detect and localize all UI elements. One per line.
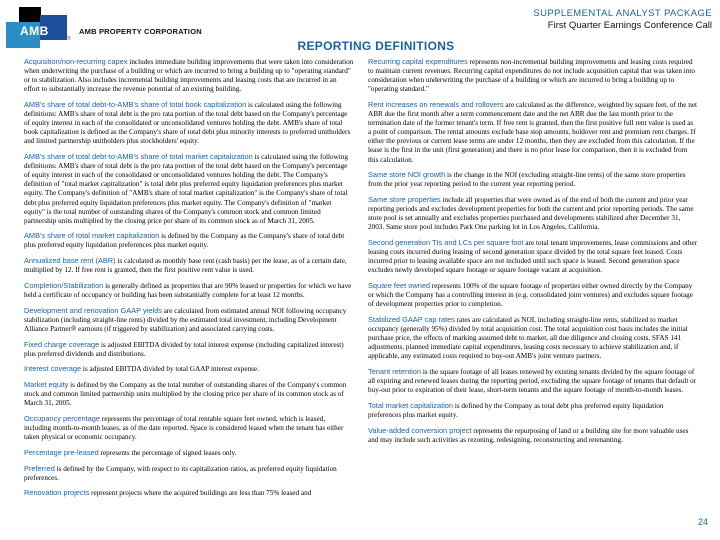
- definition-entry: [24, 306, 354, 334]
- definition-text: is defined by the Company as the total number of outstanding shares of the Company's common stock and common limited partnership units multiplied by the closing price per share of its common stock as of March 31, 2005.: [24, 381, 347, 408]
- definition-text: represents non-incremental building improvements and leasing costs required to maintain current revenues. Recurring capital expenditures do not include acquisition capital that was taken into consideration when underwriting the purchase of a building or which are incurred to bring a building up to "operating standard.": [368, 58, 695, 94]
- definition-term: Market equity: [24, 380, 69, 390]
- definition-entry: [368, 170, 698, 189]
- definition-entry: [368, 238, 698, 275]
- definition-entry: [24, 281, 354, 300]
- definition-entry: [24, 57, 354, 94]
- definition-text: is defined by the Company, with respect to its capitalization ratios, as preferred equity liquidation preferences.: [24, 464, 337, 482]
- definition-term: Annualized base rent (ABR): [24, 256, 116, 266]
- definition-entry: [24, 448, 354, 458]
- definition-entry: [24, 340, 354, 359]
- definition-entry: [24, 488, 354, 498]
- definition-entry: [24, 152, 354, 226]
- definition-text: is adjusted EBITDA divided by total interest expense (including capitalized interest) plus preferred dividends and distributions.: [24, 340, 344, 358]
- package-title: SUPPLEMENTAL ANALYST PACKAGE: [533, 8, 712, 19]
- definition-text: is generally defined as properties that are 90% leased or properties for which we have held a certificate of occupancy or building has been substantially complete for at least 12 months.: [24, 281, 352, 300]
- definition-entry: [24, 364, 354, 374]
- definition-entry: [368, 281, 698, 309]
- definition-text: is the change in the NOI (excluding straight-line rents) of the same store properties from the prior year reporting period to the current year reporting period.: [368, 171, 686, 189]
- definition-entry: [368, 426, 698, 445]
- package-header: [533, 8, 712, 31]
- definition-text: rates are calculated as NOI, including straight-line rents, stabilized to market occupancy (generally 95%) divided by total acquisition cost. The total acquisition cost basis includes the initial purchase price, the effects of marking assumed debt to market, all due diligence and closing costs, SFAS 141 adjustments, planned immediate capital expenditures, leasing costs necessary to achieve stabilization and, if applicable, any estimated costs required to buy-out AMB's joint venture partners.: [368, 315, 688, 361]
- definition-text: are calculated from estimated annual NOI following occupancy stabilization (including straight-line rents) divided by the estimated total investment, including Development Alliance Partner® earnouts (if triggered by stabilization) and associated carrying costs.: [24, 306, 347, 333]
- definition-term: Acquisition/non-recurring capex: [24, 57, 128, 66]
- definition-entry: [368, 57, 698, 94]
- definition-term: Same store NOI growth: [368, 170, 446, 180]
- definition-term: Preferred: [24, 463, 55, 473]
- definition-text: are calculated as the difference, weighted by square feet, of the net ABR due the first month after a term commencement date and the net ABR due the last month prior to the termination date of the former tenant's term. If free rent is granted, then the first positive full rent value is used as a point of comparison. The rental amounts exclude base stop amounts, holdover rent and premium rent charges. If either the previous or current lease terms are under 12 months, then they are excluded from this calculation. If the lease is the first in the unit (first generation) and there is no prior lease for comparison, then it is excluded from this calculation.: [368, 100, 698, 164]
- definition-text: represents the percentage of total rentable square feet owned, which is leased, including month-to-month leases, as of the date reported. Space is considered leased when the tenant has either taken physical or economic occupancy.: [24, 414, 344, 442]
- definition-text: is defined by the Company as the Company's share of total debt plus preferred equity liquidation preferences plus market equity.: [24, 232, 345, 250]
- definition-term: Total market capitalization: [368, 400, 454, 410]
- definition-text: represents 100% of the square footage of properties either owned directly by the Company or which the Company has a controlling interest in (e.g. consolidated joint ventures) and excludes square footage of development properties prior to completion.: [368, 281, 693, 309]
- definition-text: include all properties that were owned as of the end of both the current and prior year reporting periods and excludes development properties for both the current and prior reporting periods. The same store pool is set annually and excludes properties purchased and developments stabilized after December 31, 2003. Same store pool includes Park One parking lot in Los Angeles, California.: [368, 196, 694, 232]
- definition-entry: [368, 401, 698, 420]
- definition-entry: [368, 315, 698, 361]
- page-title: REPORTING DEFINITIONS: [297, 39, 455, 53]
- definition-entry: [24, 231, 354, 250]
- definition-term: Development and renovation GAAP yields: [24, 305, 162, 315]
- definition-entry: [24, 414, 354, 442]
- definition-term: Interest coverage: [24, 364, 82, 374]
- definition-term: AMB's share of total market capitalization: [24, 231, 160, 241]
- definition-entry: [24, 464, 354, 483]
- right-definitions-column: [368, 57, 698, 450]
- definition-entry: [24, 100, 354, 146]
- definition-term: Same store properties: [368, 195, 441, 204]
- logo-text: AMB: [20, 24, 49, 38]
- definition-entry: [24, 380, 354, 408]
- definition-term: Second generation TIs and LCs per square foot: [368, 237, 524, 247]
- definition-term: Renovation projects: [24, 488, 90, 498]
- definition-entry: [368, 100, 698, 165]
- definition-entry: [368, 195, 698, 232]
- definition-term: Stabilized GAAP cap rates: [368, 314, 455, 324]
- definition-term: Recurring capital expenditures: [368, 57, 468, 66]
- definition-term: Percentage pre-leased: [24, 447, 99, 457]
- definition-text: includes immediate building improvements that were taken into consideration when underwriting the purchase of a building or which are incurred to bring a building up to "operating standard" or to stabilization. Also includes incremental building improvements and leasing costs that are incurred in an effort to substantially increase the revenue potential of an existing building.: [24, 58, 354, 94]
- company-name: AMB PROPERTY CORPORATION: [79, 27, 202, 36]
- logo-registered-mark: ®: [67, 36, 71, 42]
- definition-text: is defined by the Company as total debt plus preferred equity liquidation preferences plus market equity.: [368, 401, 664, 419]
- definition-term: Value-added conversion project: [368, 425, 472, 435]
- definition-text: represents the repurposing of land or a building site for more valuable uses and may include such activities as rezoning, redesigning, reconstructing and retenanting.: [368, 426, 689, 444]
- definition-text: is calculated using the following definitions: AMB's share of total debt is the pro rata portion of the total debt based on the Company's percentage of equity interest in each of the consolidated or unconsolidated ventures holding the debt. AMB's share of total book capitalization is defined as the Company's share of total debt plus minority interests to preferred unitholders and limited partnership unitholders plus stockholders' equity.: [24, 100, 351, 146]
- definition-text: represents the percentage of signed leases only.: [98, 448, 237, 457]
- definition-text: is the square footage of all leases renewed by existing tenants divided by the square footage of all expiring and renewed leases during the reporting period, excluding the square footage of tenants that default or buy-out prior to expiration of their lease, short-term tenants and the square footage of month-to-month leases.: [368, 367, 697, 395]
- definition-entry: [368, 367, 698, 395]
- package-subtitle: First Quarter Earnings Conference Call: [547, 20, 712, 31]
- definition-text: represent projects where the acquired buildings are less than 75% leased and: [89, 489, 312, 498]
- definition-term: Completion/Stabilization: [24, 280, 104, 290]
- page-number: 24: [697, 517, 708, 527]
- definition-text: is adjusted EBITDA divided by total GAAP interest expense.: [81, 365, 259, 374]
- definition-term: Square feet owned: [368, 280, 431, 290]
- definition-term: Occupancy percentage: [24, 413, 101, 423]
- page-title-wrap: [0, 39, 720, 53]
- definition-text: is calculated using the following definitions: AMB's share of total debt is the pro rata portion of the total debt based on the Company's percentage of equity interest in each of the consolidated or unconsolidated ventures holding the debt. The Company's definition of "total market capitalization" is total debt plus preferred equity liquidation preferences plus market equity. The Company's definition of "AMB's share of total market capitalization" is the Company's share of total debt plus preferred equity liquidation preferences plus market equity. The Company's definition of "market equity" is the total number of outstanding shares of the Company's common stock and common limited partnership units multiplied by the closing price per share of its common stock as of March 31, 2005.: [24, 153, 348, 225]
- definition-term: AMB's share of total debt-to-AMB's share of total market capitalization: [24, 152, 253, 162]
- definition-term: Fixed charge coverage: [24, 339, 100, 349]
- definition-term: Tenant retention: [368, 366, 422, 376]
- definition-text: is calculated as monthly base rent (cash basis) per the lease, as of a certain date, multiplied by 12. If free rent is granted, then the first positive rent value is used.: [24, 257, 347, 275]
- left-definitions-column: [24, 57, 354, 504]
- definition-entry: [24, 256, 354, 275]
- definition-term: AMB's share of total debt-to-AMB's share of total book capitalization: [24, 99, 247, 109]
- definition-term: Rent increases on renewals and rollovers: [368, 99, 504, 109]
- definition-text: are total tenant improvements, lease commissions and other leasing costs incurred during leasing of second generation space divided by the total square feet leased. Costs incurred prior to leasing available space are not included until such space is leased. Second generation space excludes newly developed square footage or square footage vacant at acquisition.: [368, 238, 698, 275]
